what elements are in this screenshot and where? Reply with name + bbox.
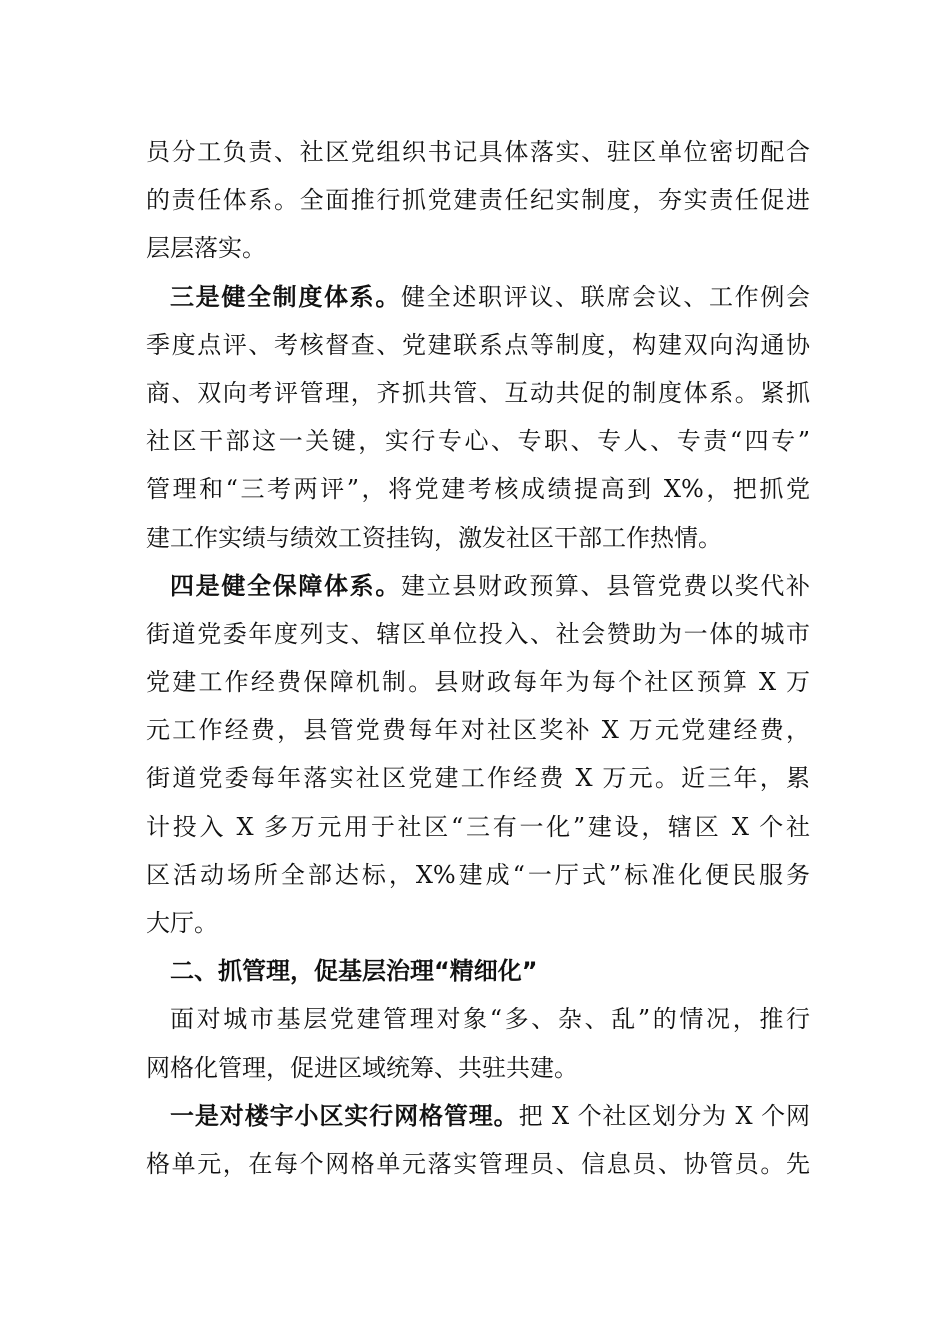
text-line: 层层落实。: [146, 234, 266, 263]
text-line: 区活动场所全部达标，X%建成“一厅式”标准化便民服务: [146, 860, 810, 889]
text-line: 员分工负责、社区党组织书记具体落实、驻区单位密切配合: [146, 138, 810, 166]
text-line: 街道党委年度列支、辖区单位投入、社会赞助为一体的城市: [146, 619, 810, 648]
paragraph-lead: 一是对楼宇小区实行网格管理。: [170, 1100, 519, 1130]
document-body: [146, 128, 810, 1188]
section-heading: 二、抓管理，促基层治理“精细化”: [170, 957, 538, 986]
text-line: 面对城市基层党建管理对象“多、杂、乱”的情况，推行: [170, 1005, 810, 1034]
text-line: [146, 562, 810, 610]
text-line: 管理和“三考两评”，将党建考核成绩提高到 X%，把抓党: [146, 475, 810, 504]
paragraph-text: 健全述职评议、联席会议、工作例会: [401, 282, 810, 311]
text-line: 元工作经费，县管党费每年对社区奖补 X 万元党建经费，: [146, 716, 810, 745]
paragraph-lead: 三是健全制度体系。: [170, 281, 401, 311]
text-line: [146, 1092, 810, 1140]
text-line: 的责任体系。全面推行抓党建责任纪实制度，夯实责任促进: [146, 186, 810, 215]
text-line: 网格化管理，促进区域统筹、共驻共建。: [146, 1053, 578, 1082]
text-line: 商、双向考评管理，齐抓共管、互动共促的制度体系。紧抓: [146, 378, 810, 407]
text-line: 党建工作经费保障机制。县财政每年为每个社区预算 X 万: [146, 668, 810, 697]
text-line: 街道党委每年落实社区党建工作经费 X 万元。近三年，累: [146, 764, 810, 793]
text-line: 季度点评、考核督查、党建联系点等制度，构建双向沟通协: [146, 330, 810, 359]
paragraph-text: 建立县财政预算、县管党费以奖代补: [401, 571, 810, 600]
text-line: 大厅。: [146, 909, 218, 937]
paragraph-text: 把 X 个社区划分为 X 个网: [518, 1101, 811, 1130]
text-line: 格单元，在每个网格单元落实管理员、信息员、协管员。先: [146, 1149, 810, 1178]
text-line: 建工作实绩与绩效工资挂钩，激发社区干部工作热情。: [146, 523, 722, 552]
text-line: [146, 273, 810, 321]
text-line: 社区干部这一关键，实行专心、专职、专人、专责“四专”: [146, 427, 810, 456]
paragraph-lead: 四是健全保障体系。: [170, 570, 401, 600]
text-line: 计投入 X 多万元用于社区“三有一化”建设，辖区 X 个社: [146, 812, 810, 841]
